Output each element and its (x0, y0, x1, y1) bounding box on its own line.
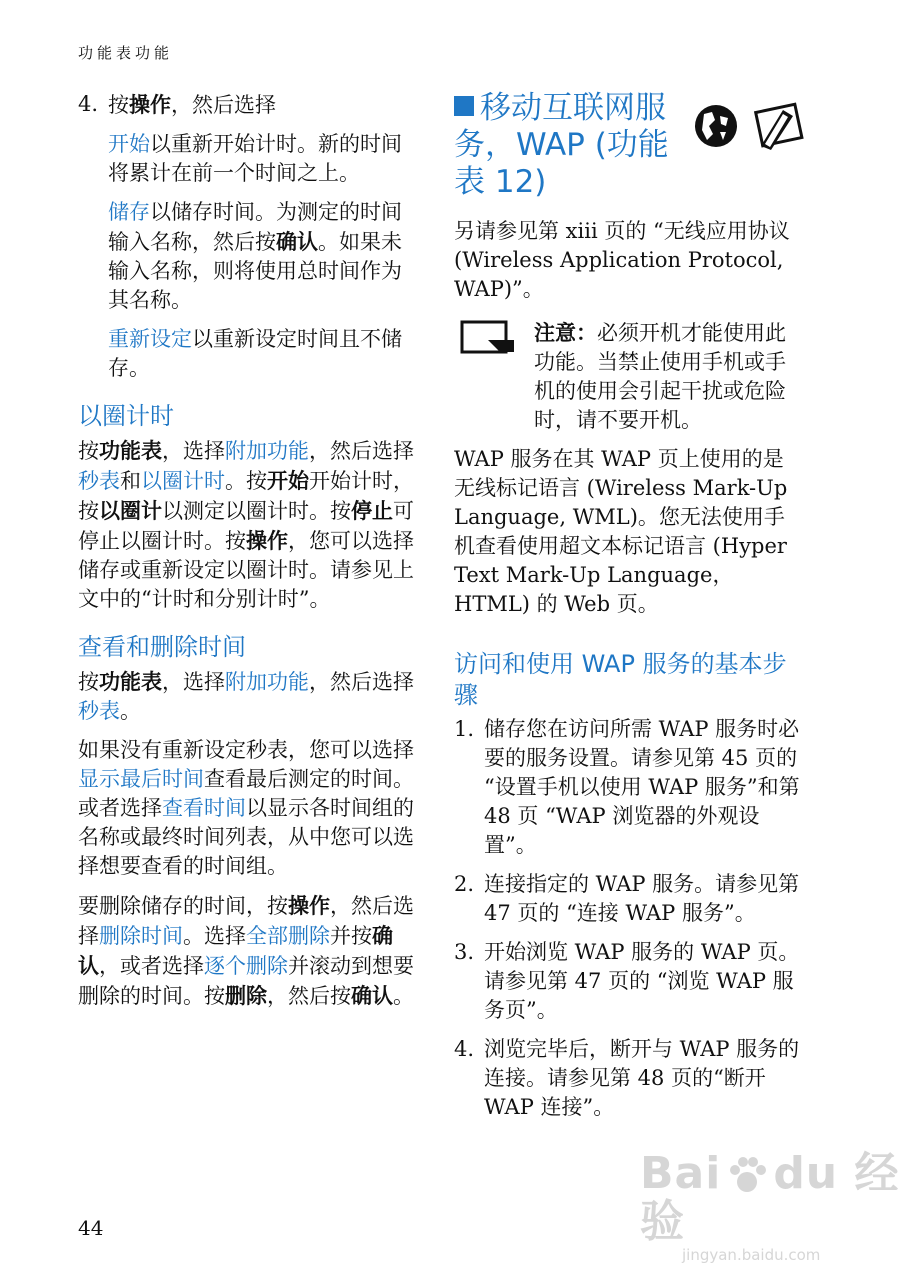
text: 。选择 (183, 924, 246, 948)
text: 以测定以圈计时。按 (162, 499, 351, 523)
option-reset (78, 325, 420, 383)
menu-term: 确认 (351, 983, 393, 1008)
text: ，您可以选择储存或重新设定以圈计时。请参见上文中的“计时和分别计时”。 (78, 529, 414, 611)
text: 并滚动到想要删除的时间。按 (78, 954, 414, 1008)
square-bullet-icon (454, 96, 474, 116)
view-paragraph-3 (78, 891, 420, 1011)
text: 并按 (330, 924, 372, 948)
running-head: 功能表功能 (78, 44, 174, 62)
section-title-text: 移动互联网服务，WAP (功能表 12) (454, 90, 669, 200)
pen-icon (753, 102, 807, 150)
globe-icon (690, 102, 744, 150)
menu-term: 功能表 (99, 438, 162, 463)
option-link: 以圈计时 (141, 469, 225, 493)
list-item (454, 938, 804, 1025)
option-link: 储存 (108, 200, 150, 224)
menu-term: 删除 (225, 983, 267, 1008)
text: 以重新开始计时。新的时间将累计在前一个时间之上。 (108, 132, 402, 185)
text: ，或者选择 (99, 954, 204, 978)
view-paragraph-1 (78, 667, 420, 726)
menu-term: 操作 (246, 528, 288, 553)
option-start (78, 130, 420, 188)
text: 以显示各时间组的名称或最终时间列表，从中您可以选择想要查看的时间组。 (78, 796, 414, 878)
lap-paragraph (78, 436, 420, 614)
list-item (454, 1035, 804, 1122)
text: 以重新设定时间且不储存。 (108, 327, 402, 380)
lap-heading: 以圈计时 (78, 402, 174, 430)
menu-term: 功能表 (99, 669, 162, 694)
text: 按 (78, 439, 99, 463)
text: ，然后按 (267, 984, 351, 1008)
menu-term: 确认 (276, 229, 318, 254)
text: ，然后选择 (309, 439, 414, 463)
view-delete-heading: 查看和删除时间 (78, 633, 246, 661)
note-block (454, 318, 804, 435)
step-text: 浏览完毕后，断开与 WAP 服务的连接。请参见第 48 页的“断开 WAP 连接”。 (484, 1037, 800, 1119)
option-link: 开始 (108, 132, 150, 156)
paw-icon (725, 1154, 769, 1198)
list-item (454, 715, 804, 860)
option-link: 全部删除 (246, 924, 330, 948)
note-icon (460, 318, 516, 362)
step-text: 储存您在访问所需 WAP 服务时必要的服务设置。请参见第 45 页的 “设置手机以使用 WAP 服务”和第 48 页 “WAP 浏览器的外观设置”。 (484, 717, 800, 857)
text: 按 (78, 670, 99, 694)
list-item (454, 870, 804, 928)
step-number: 3. (454, 940, 475, 964)
text: 。 (393, 984, 414, 1008)
feature-icons (690, 102, 807, 154)
text: ，然后选择 (78, 894, 414, 948)
step-text: 连接指定的 WAP 服务。请参见第 47 页的 “连接 WAP 服务”。 (484, 872, 800, 925)
watermark (640, 1150, 900, 1264)
option-link: 逐个删除 (204, 954, 288, 978)
text: 以储存时间。为测定的时间输入名称，然后按 (108, 200, 402, 254)
watermark-url: jingyan.baidu.com (682, 1246, 821, 1264)
menu-term: 以圈计 (99, 498, 162, 523)
text: 和 (120, 469, 141, 493)
option-link: 附加功能 (225, 439, 309, 463)
text: 如果没有重新设定秒表，您可以选择 (78, 738, 414, 762)
text: 要删除储存的时间，按 (78, 894, 288, 918)
watermark-logo: Bai du 经验 (640, 1148, 900, 1247)
menu-term: 确认 (78, 923, 393, 978)
text: ，选择 (162, 670, 225, 694)
text: ，然后选择 (171, 93, 276, 117)
text: 可停止以圈计时。按 (78, 499, 414, 553)
step-number: 1. (454, 717, 475, 741)
option-link: 显示最后时间 (78, 767, 204, 791)
text: 。如果未输入名称，则将使用总时间作为其名称。 (108, 230, 402, 312)
option-link: 秒表 (78, 699, 120, 723)
menu-term: 操作 (129, 92, 171, 117)
steps-heading: 访问和使用 WAP 服务的基本步骤 (454, 650, 787, 709)
text: ，选择 (162, 439, 225, 463)
right-column (454, 90, 804, 1132)
intro-paragraph: 另请参见第 xiii 页的 “无线应用协议 (Wireless Application Protocol, WAP)”。 (454, 219, 790, 301)
step-4 (78, 90, 420, 120)
menu-term: 开始 (267, 468, 309, 493)
view-paragraph-2 (78, 736, 420, 881)
text: 。按 (225, 469, 267, 493)
text: 。 (120, 699, 141, 723)
text: 查看最后测定的时间。或者选择 (78, 767, 414, 820)
note-text: 必须开机才能使用此功能。当禁止使用手机或手机的使用会引起干扰或危险时，请不要开机。 (534, 321, 786, 432)
step-number: 2. (454, 872, 475, 896)
step-text: 开始浏览 WAP 服务的 WAP 页。请参见第 47 页的 “浏览 WAP 服务页”。 (484, 940, 800, 1022)
wml-paragraph: WAP 服务在其 WAP 页上使用的是无线标记语言 (Wireless Mark-Up Language, WML)。您无法使用手机查看使用超文本标记语言 (Hyper Text Mark-Up Language，HTML) 的 Web 页。 (454, 447, 788, 616)
page-number: 44 (78, 1216, 104, 1240)
left-column (78, 90, 420, 1021)
text: 按 (108, 93, 129, 117)
option-link: 查看时间 (162, 796, 246, 820)
menu-term: 停止 (351, 498, 393, 523)
note-label: 注意： (534, 320, 597, 345)
menu-term: 操作 (288, 893, 330, 918)
text: 开始计时，按 (78, 469, 414, 523)
step-number: 4. (454, 1037, 475, 1061)
text: ，然后选择 (309, 670, 414, 694)
option-save (78, 198, 420, 315)
option-link: 秒表 (78, 469, 120, 493)
option-link: 重新设定 (108, 327, 192, 351)
step-number: 4. (78, 92, 99, 116)
option-link: 附加功能 (225, 670, 309, 694)
section-title (454, 90, 674, 201)
option-link: 删除时间 (99, 924, 183, 948)
